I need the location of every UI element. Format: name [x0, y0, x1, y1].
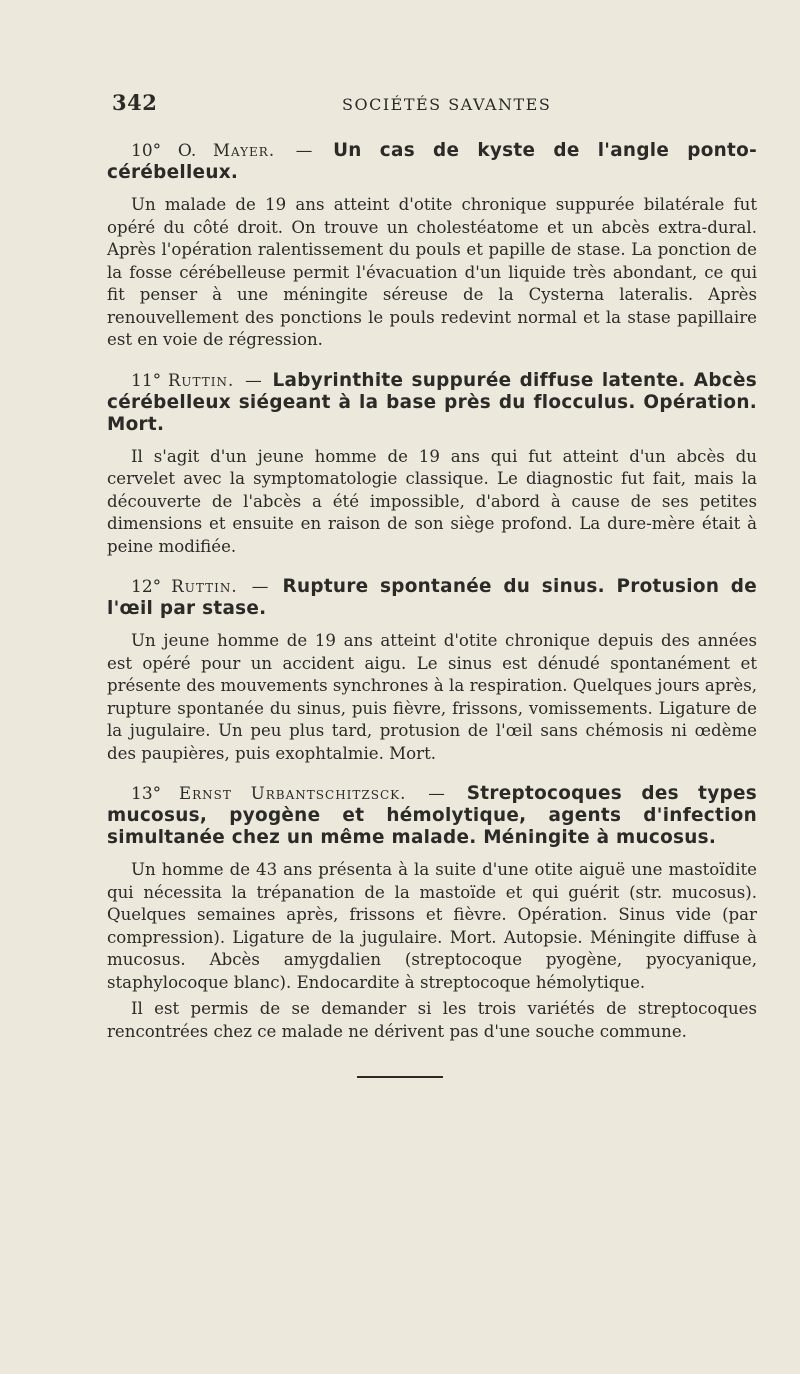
entry-paragraph: Il est permis de se demander si les trois variétés de streptocoques rencontrées chez ce malade ne dérivent pas d'une souche commune. — [107, 999, 757, 1041]
entry-10 — [107, 140, 757, 352]
dash-separator: — — [245, 370, 262, 390]
entry-title: Un cas de kyste de l'angle ponto-cérébelleux. — [107, 140, 758, 183]
dash-separator: — — [251, 577, 269, 596]
entry-heading — [107, 576, 757, 620]
entry-author: Mayer. — [212, 141, 276, 160]
entry-paragraph: Un jeune homme de 19 ans atteint d'otite chronique depuis des années est opéré pour un accident aigu. Le sinus est dénudé spontanément et présente des mouvements synchrones à la respiration. Quelques jours après, rupture spontanée du sinus, puis fièvre, frissons, vomissements. Ligature de la jugulaire. Un peu plus tard, protusion de l'œil sans chémosis ni œdème des paupières, puis exophtalmie. Mort. — [107, 631, 757, 763]
entry-number: 10° O. — [131, 141, 197, 161]
end-rule — [357, 1076, 443, 1078]
entry-paragraph: Un malade de 19 ans atteint d'otite chronique suppurée bilatérale fut opéré du côté droit. On trouve un cholestéatome et un abcès extra-dural. Après l'opération ralentissement du pouls et papille de stase. La ponction de la fosse cérébelleuse permit l'évacuation d'un liquide très abondant, ce qui fit penser à une méningite séreuse de la Cysterna lateralis. Après renouvellement des ponctions le pouls redevint normal et la stase papillaire est en voie de régression. — [107, 195, 757, 349]
entry-title: Streptocoques des types mucosus, pyogène et hémolytique, agents d'infection simultanée chez un même malade. Méningite à mucosus. — [107, 783, 758, 848]
dash-separator: — — [428, 784, 445, 803]
entry-11 — [107, 370, 757, 559]
entry-heading — [107, 140, 757, 184]
page-header — [112, 90, 730, 120]
entry-number: 11° — [131, 370, 162, 391]
entry-title: Labyrinthite suppurée diffuse latente. Abcès cérébelleux siégeant à la base près du flocculus. Opération. Mort. — [107, 369, 758, 435]
running-title: SOCIÉTÉS SAVANTES — [342, 95, 552, 114]
entry-number: 13° — [131, 784, 162, 804]
page-number: 342 — [112, 90, 158, 115]
entry-13 — [107, 783, 757, 1043]
entry-number: 12° — [131, 577, 162, 597]
entry-paragraph: Il s'agit d'un jeune homme de 19 ans qui fut atteint d'un abcès du cervelet avec la symptomatologie classique. Le diagnostic fut fait, mais la découverte de l'abcès a été impossible, d'abord à cause de ses petites dimensions et ensuite en raison de son siège profond. La dure-mère était à peine modifiée. — [107, 446, 757, 556]
entry-12 — [107, 576, 757, 765]
entry-paragraph: Un homme de 43 ans présenta à la suite d'une otite aiguë une mastoïdite qui nécessita la trépanation de la mastoïde et qui guérit (str. mucosus). Quelques semaines après, frissons et fièvre. Opération. Sinus vide (par compression). Ligature de la jugulaire. Mort. Autopsie. Méningite diffuse à mucosus. Abcès amygdalien (streptocoque pyogène, pyocyanique, staphylocoque blanc). Endocardite à streptocoque hémolytique. — [107, 860, 757, 992]
article-body — [107, 140, 757, 1061]
entry-author: Ruttin. — [171, 577, 238, 596]
entry-title: Rupture spontanée du sinus. Protusion de l'œil par stase. — [107, 576, 758, 619]
entry-heading — [107, 783, 757, 849]
entry-heading — [107, 370, 757, 436]
entry-author: Ruttin. — [167, 370, 235, 390]
dash-separator: — — [295, 141, 313, 160]
entry-author: Ernst Urbantschitzsck. — [179, 784, 407, 803]
